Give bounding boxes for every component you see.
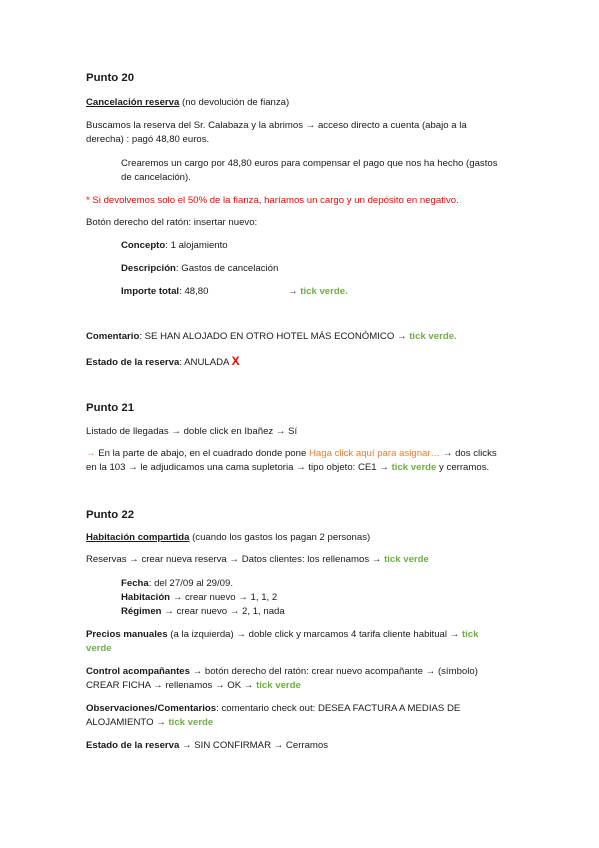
subheading-note: (cuando los gastos los pagan 2 personas) bbox=[189, 532, 371, 543]
text-line bbox=[86, 553, 429, 567]
importe-tick bbox=[288, 285, 348, 299]
text-segment: En la parte de abajo, en el cuadrado donde pone bbox=[95, 448, 309, 459]
field-label: Habitación bbox=[121, 592, 171, 603]
subheading-note: (no devolución de fianza) bbox=[179, 97, 290, 108]
text-segment: → dos clicks bbox=[440, 448, 497, 459]
heading-punto-22: Punto 22 bbox=[86, 509, 135, 521]
field-comentario bbox=[86, 330, 457, 344]
field-label: Descripción bbox=[121, 263, 176, 274]
field-label: Estado de la reserva bbox=[86, 740, 180, 751]
tick-verde: tick verde. bbox=[409, 331, 457, 342]
field-value: : SE HAN ALOJADO EN OTRO HOTEL MÁS ECONÓMICO → bbox=[139, 331, 410, 342]
field-estado bbox=[86, 354, 240, 370]
field-value: : ANULADA bbox=[179, 357, 232, 368]
text-segment: en la 103 → le adjudicamos una cama supletoria → tipo objeto: CE1 → bbox=[86, 462, 392, 473]
text-segment: Reservas → crear nueva reserva → Datos clientes: los rellenamos → bbox=[86, 554, 385, 565]
tick-verde: tick verde bbox=[256, 680, 301, 691]
field-fecha bbox=[121, 577, 233, 591]
field-label: Fecha bbox=[121, 578, 149, 589]
field-label: Precios manuales bbox=[86, 629, 168, 640]
text-line bbox=[86, 716, 213, 730]
field-habitacion bbox=[121, 591, 277, 605]
field-observaciones bbox=[86, 702, 460, 716]
field-label: Control acompañantes bbox=[86, 666, 190, 677]
field-control bbox=[86, 665, 478, 679]
heading-punto-20: Punto 20 bbox=[86, 72, 135, 84]
field-label: Estado de la reserva bbox=[86, 357, 180, 368]
subheading-cancelacion bbox=[86, 96, 289, 110]
text-segment: CREAR FICHA → rellenamos → OK → bbox=[86, 680, 257, 691]
text-line: de cancelación). bbox=[121, 172, 191, 183]
field-value: : Gastos de cancelación bbox=[175, 263, 279, 274]
text-line: Buscamos la reserva del Sr. Calabaza y la abrimos → acceso directo a cuenta (abajo a la bbox=[86, 120, 467, 131]
text-line: Listado de llegadas → doble click en Ibañez → Sí bbox=[86, 426, 298, 437]
text-line: Crearemos un cargo por 48,80 euros para compensar el pago que nos ha hecho (gastos bbox=[121, 158, 498, 169]
field-regimen bbox=[121, 605, 285, 619]
field-descripcion bbox=[121, 262, 278, 276]
tick-verde: tick verde bbox=[168, 717, 214, 728]
tick-verde: tick bbox=[461, 629, 479, 640]
field-value: → crear nuevo → 2, 1, nada bbox=[161, 606, 285, 617]
assign-link-text: Haga click aquí para asignar… bbox=[308, 448, 441, 459]
field-label: Régimen bbox=[121, 606, 162, 617]
field-value: → crear nuevo → 1, 1, 2 bbox=[170, 592, 278, 603]
subheading-title: Cancelación reserva bbox=[86, 97, 180, 108]
field-value: → botón derecho del ratón: crear nuevo acompañante → (símbolo) bbox=[189, 666, 478, 677]
tick-verde: verde bbox=[86, 643, 112, 654]
field-value: → SIN CONFIRMAR → Cerramos bbox=[179, 740, 329, 751]
tick-verde: tick verde bbox=[391, 462, 437, 473]
field-label: Observaciones/Comentarios bbox=[86, 703, 217, 714]
field-value: : 1 alojamiento bbox=[165, 240, 228, 251]
field-estado bbox=[86, 739, 328, 753]
field-value: : del 27/09 al 29/09. bbox=[148, 578, 234, 589]
field-concepto bbox=[121, 239, 228, 253]
tick-verde: tick verde bbox=[384, 554, 429, 565]
text-line: Botón derecho del ratón: insertar nuevo: bbox=[86, 217, 258, 228]
text-segment: y cerramos. bbox=[436, 462, 490, 473]
arrow: → bbox=[288, 286, 301, 297]
note-red: * Si devolvemos solo el 50% de la fianza, haríamos un cargo y un depósito en negativo. bbox=[86, 195, 459, 206]
field-importe bbox=[121, 285, 208, 299]
field-value: : comentario check out: DESEA FACTURA A MEDIAS DE bbox=[216, 703, 461, 714]
tick-verde: tick verde. bbox=[300, 286, 348, 297]
text-line: derecha) : pagó 48,80 euros. bbox=[86, 134, 210, 145]
text-segment: ALOJAMIENTO → bbox=[86, 717, 169, 728]
field-label: Concepto bbox=[121, 240, 166, 251]
field-value: (a la izquierda) → doble click y marcamos 4 tarifa cliente habitual → bbox=[167, 629, 462, 640]
subheading-title: Habitación compartida bbox=[86, 532, 190, 543]
subheading-habitacion bbox=[86, 531, 370, 545]
text-line bbox=[86, 461, 489, 475]
cross-mark: X bbox=[231, 354, 240, 368]
text-line bbox=[86, 447, 497, 461]
field-value: : 48,80 bbox=[179, 286, 209, 297]
field-label: Importe total bbox=[121, 286, 180, 297]
field-precios bbox=[86, 628, 478, 642]
heading-punto-21: Punto 21 bbox=[86, 402, 135, 414]
text-line bbox=[86, 679, 301, 693]
field-label: Comentario bbox=[86, 331, 140, 342]
arrow-orange: → bbox=[86, 448, 96, 459]
